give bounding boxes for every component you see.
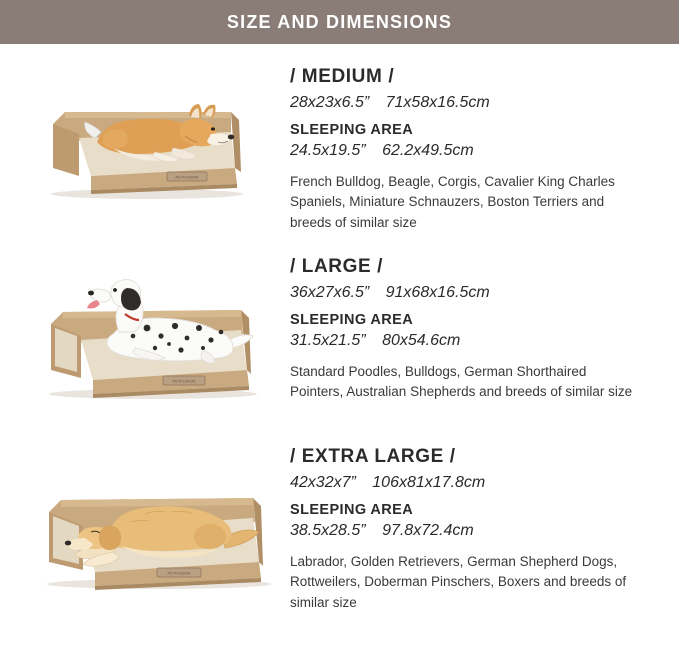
svg-text:PETFUSION: PETFUSION bbox=[172, 378, 196, 384]
page-title: SIZE AND DIMENSIONS bbox=[226, 11, 453, 32]
medium-sleeping-dimensions bbox=[290, 142, 651, 160]
large-slash-left: / bbox=[290, 256, 296, 277]
large-size-name: LARGE bbox=[301, 256, 372, 277]
large-bed-svg bbox=[35, 262, 265, 402]
medium-size-title bbox=[290, 66, 651, 88]
medium-slash-right: / bbox=[388, 66, 395, 87]
medium-overall-imperial: 28x23x6.5” bbox=[290, 94, 370, 111]
large-bed-illustration bbox=[0, 244, 290, 392]
large-slash-right: / bbox=[377, 256, 384, 277]
size-rows bbox=[0, 44, 679, 624]
svg-text:PETFUSION: PETFUSION bbox=[175, 174, 199, 180]
size-row-large bbox=[0, 244, 679, 434]
extra-large-bed-svg bbox=[35, 452, 280, 592]
medium-size-name: MEDIUM bbox=[301, 66, 383, 87]
extra-large-slash-left: / bbox=[290, 446, 296, 467]
large-overall-imperial: 36x27x6.5” bbox=[290, 284, 370, 301]
size-row-extra-large bbox=[0, 434, 679, 624]
extra-large-slash-right: / bbox=[449, 446, 456, 467]
extra-large-sleeping-metric: 97.8x72.4cm bbox=[382, 522, 474, 539]
large-overall-metric: 91x68x16.5cm bbox=[385, 284, 490, 301]
medium-bed-svg bbox=[35, 72, 255, 202]
extra-large-sleeping-area-label: SLEEPING AREA bbox=[290, 502, 414, 518]
medium-overall-dimensions bbox=[290, 94, 651, 112]
large-bed-figure bbox=[35, 262, 255, 392]
extra-large-size-title bbox=[290, 446, 651, 468]
extra-large-sleeping-imperial: 38.5x28.5” bbox=[290, 522, 366, 539]
medium-text-block bbox=[290, 54, 679, 233]
extra-large-overall-metric: 106x81x17.8cm bbox=[372, 474, 486, 491]
medium-bed-figure bbox=[35, 72, 255, 202]
medium-breeds: French Bulldog, Beagle, Corgis, Cavalier King Charles Spaniels, Miniature Schnauzers, Boston Terriers and breeds of similar size bbox=[290, 174, 615, 230]
large-sleeping-dimensions bbox=[290, 332, 651, 350]
banner bbox=[0, 0, 679, 44]
size-row-medium bbox=[0, 54, 679, 244]
extra-large-overall-dimensions bbox=[290, 474, 651, 492]
medium-bed-illustration bbox=[0, 54, 290, 202]
large-sleeping-area-label: SLEEPING AREA bbox=[290, 312, 414, 328]
large-breeds: Standard Poodles, Bulldogs, German Shorthaired Pointers, Australian Shepherds and breeds of similar size bbox=[290, 364, 633, 400]
medium-sleeping-metric: 62.2x49.5cm bbox=[382, 142, 474, 159]
extra-large-breeds: Labrador, Golden Retrievers, German Shepherd Dogs, Rottweilers, Doberman Pinschers, Boxers and breeds of similar size bbox=[290, 554, 627, 610]
medium-sleeping-area-label: SLEEPING AREA bbox=[290, 122, 414, 138]
extra-large-text-block bbox=[290, 434, 679, 613]
extra-large-size-name: EXTRA LARGE bbox=[301, 446, 444, 467]
large-text-block bbox=[290, 244, 679, 403]
large-overall-dimensions bbox=[290, 284, 651, 302]
extra-large-bed-figure bbox=[35, 452, 255, 582]
extra-large-bed-illustration bbox=[0, 434, 290, 582]
large-size-title bbox=[290, 256, 651, 278]
medium-slash-left: / bbox=[290, 66, 296, 87]
medium-overall-metric: 71x58x16.5cm bbox=[385, 94, 490, 111]
large-sleeping-imperial: 31.5x21.5” bbox=[290, 332, 366, 349]
extra-large-sleeping-dimensions bbox=[290, 522, 651, 540]
large-sleeping-metric: 80x54.6cm bbox=[382, 332, 461, 349]
extra-large-overall-imperial: 42x32x7” bbox=[290, 474, 356, 491]
medium-sleeping-imperial: 24.5x19.5” bbox=[290, 142, 366, 159]
svg-text:PETFUSION: PETFUSION bbox=[167, 570, 191, 576]
